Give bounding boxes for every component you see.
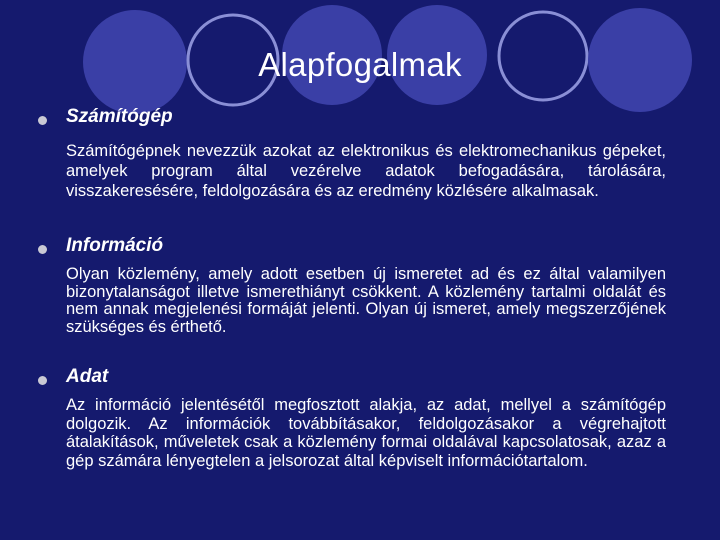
heading-adat: Adat — [66, 366, 109, 387]
body-adat: Az információ jelentésétől megfosztott alakja, az adat, mellyel a számítógép dolgozik. Az információk továbbításakor, feldolgozásakor a végrehajtott átalakítások, műveletek csak a közlemény formai oldalával kapcsolatosak, azaz a gép számára lényegtelen a jelsorozat által képviselt információtartalom. — [66, 396, 666, 470]
heading-informacio: Információ — [66, 235, 164, 256]
bullet-icon — [38, 116, 47, 125]
bullet-icon — [38, 376, 47, 385]
body-szamitogep: Számítógépnek nevezzük azokat az elektronikus és elektromechanikus gépeket, amelyek program által vezérelve adatok befogadására, tárolására, visszakeresésére, feldolgozására és az eredmény közlésére alkalmasak. — [66, 142, 666, 200]
slide-title: Alapfogalmak — [258, 46, 462, 83]
bullet-icon — [38, 245, 47, 254]
body-informacio: Olyan közlemény, amely adott esetben új ismeretet ad és ez által valamilyen bizonytalanságot illetve ismerethiányt csökkent. A közlemény tartalmi oldalát és nem annak megjelenési formáját jelenti. Olyan új ismeret, amely megszerzőjének szükséges és érthető. — [66, 265, 666, 336]
heading-szamitogep: Számítógép — [66, 106, 173, 127]
